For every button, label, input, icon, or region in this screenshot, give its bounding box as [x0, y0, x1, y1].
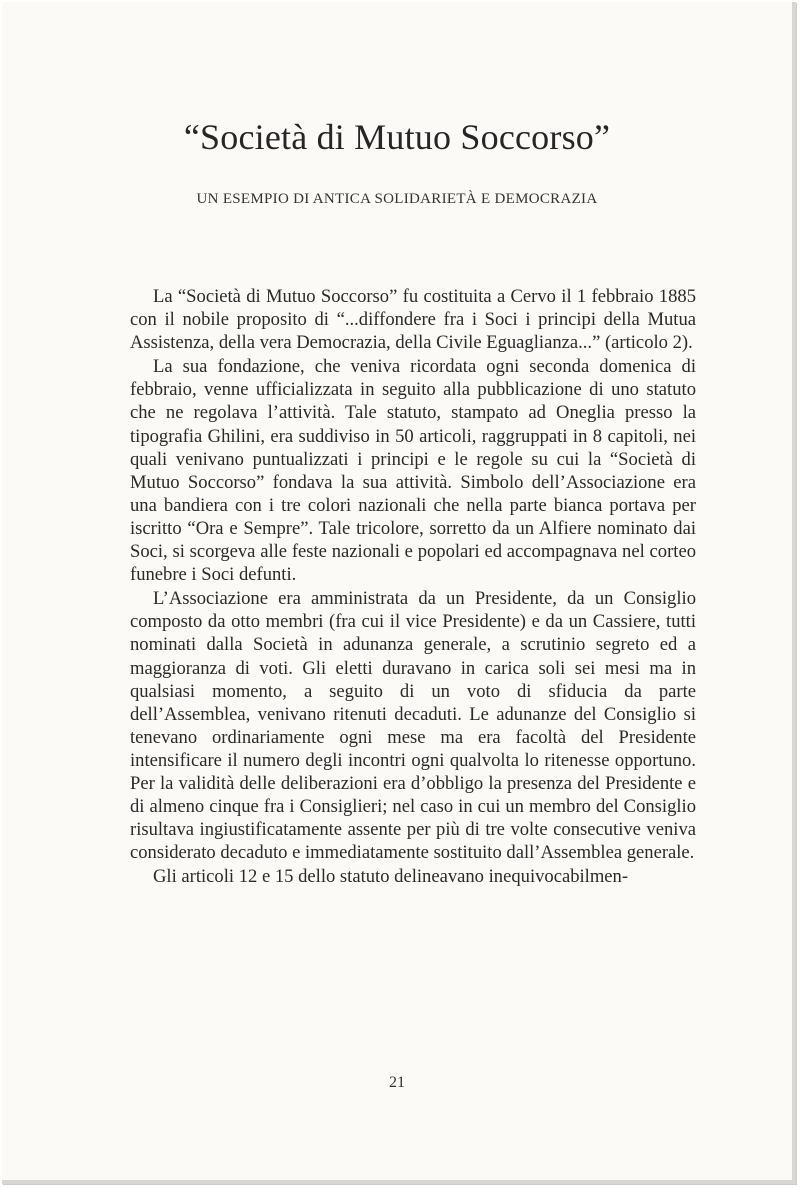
paragraph: L’Associazione era amministrata da un Presidente, da un Consiglio composto da otto membri (fra cui il vice Presidente) e da un Cassiere, tutti nominati dalla Società in adunanza generale, a scrutinio segreto ed a maggioranza di voti. Gli eletti duravano in carica soli sei mesi ma in qualsiasi momento, a seguito di un voto di sfiducia da parte dell’Assemblea, venivano ritenuti decaduti. Le adunanze del Consiglio si tenevano ordinariamente ogni mese ma era facoltà del Presidente intensificare il numero degli incontri ogni qualvolta lo ritenesse opportuno. Per la validità delle deliberazioni era d’obbligo la presenza del Presidente e di almeno cinque fra i Consiglieri; nel caso in cui un membro del Consiglio risultava ingiustificatamente assente per più di tre volte consecutive veniva considerato decaduto e immediatamente sostituito dall’Assemblea generale.	[130, 588, 696, 864]
paragraph: La “Società di Mutuo Soccorso” fu costituita a Cervo il 1 febbraio 1885 con il nobile proposito di “...diffondere fra i Soci i principi della Mutua Assistenza, della vera Democrazia, della Civile Eguaglianza...” (articolo 2).	[130, 286, 696, 354]
body-text	[130, 285, 696, 889]
page-subtitle: UN ESEMPIO DI ANTICA SOLIDARIETÀ E DEMOCRAZIA	[196, 191, 598, 207]
book-page	[2, 2, 796, 1184]
page-number: 21	[389, 1074, 405, 1091]
paragraph: La sua fondazione, che veniva ricordata ogni seconda domenica di febbraio, venne ufficializzata in seguito alla pubblicazione di uno statuto che ne regolava l’attività. Tale statuto, stampato ad Oneglia presso la tipografia Ghilini, era suddiviso in 50 articoli, raggruppati in 8 capitoli, nei quali venivano puntualizzati i principi e le regole su cui la “Società di Mutuo Soccorso” fondava la sua attività. Simbolo dell’Associazione era una bandiera con i tre colori nazionali che nella parte bianca portava per iscritto “Ora e Sempre”. Tale tricolore, sorretto da un Alfiere nominato dai Soci, si scorgeva alle feste nazionali e popolari ed accompagnava nel corteo funebre i Soci defunti.	[130, 356, 696, 586]
page-title: “Società di Mutuo Soccorso”	[183, 117, 611, 157]
paragraph: Gli articoli 12 e 15 dello statuto delineavano inequivocabilmen-	[153, 866, 629, 888]
